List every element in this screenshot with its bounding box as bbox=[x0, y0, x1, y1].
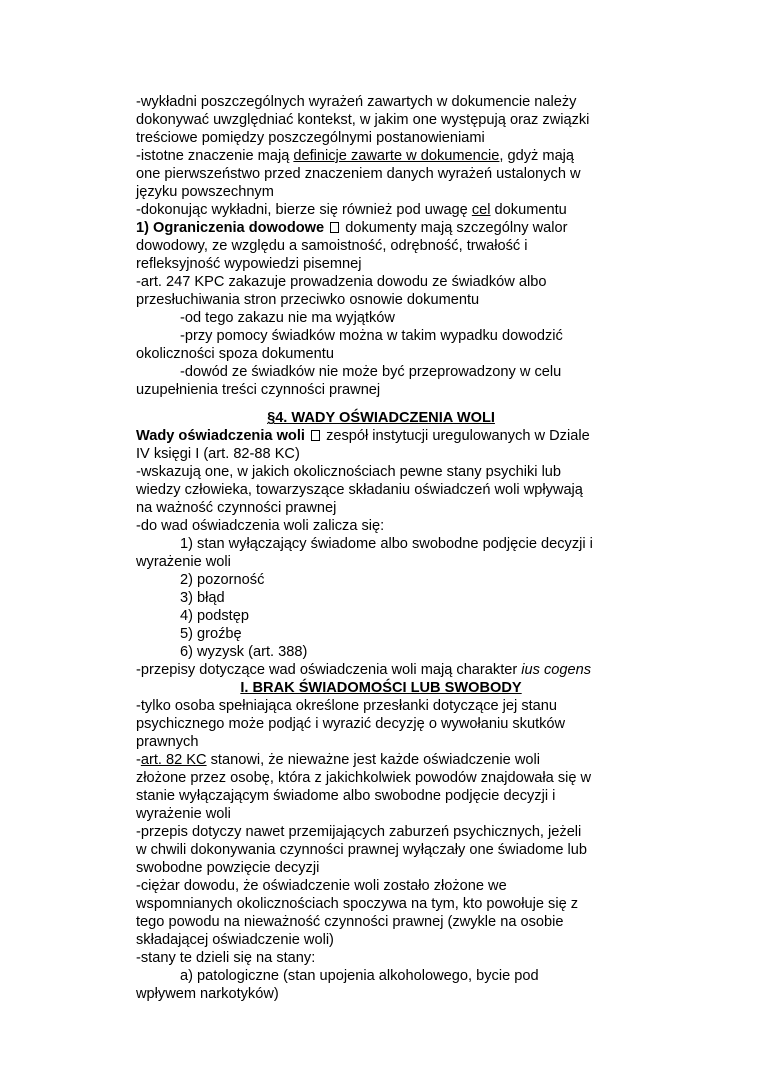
document-page bbox=[136, 93, 626, 1003]
text-line: -wskazują one, w jakich okolicznościach pewne stany psychiki lub bbox=[136, 464, 562, 480]
section-heading: I. BRAK ŚWIADOMOŚCI LUB SWOBODY bbox=[240, 680, 522, 696]
text-line: treściowe pomiędzy poszczególnymi postanowieniami bbox=[136, 130, 485, 146]
list-item: 4) podstęp bbox=[180, 608, 249, 624]
text-line: języku powszechnym bbox=[136, 184, 274, 200]
text-line: w chwili dokonywania czynności prawnej wyłączały one świadome lub bbox=[136, 842, 587, 858]
text-line: refleksyjność wypowiedzi pisemnej bbox=[136, 256, 362, 272]
text-line: -przepis dotyczy nawet przemijających zaburzeń psychicznych, jeżeli bbox=[136, 824, 582, 840]
text-line bbox=[136, 219, 626, 237]
text-line: na ważność czynności prawnej bbox=[136, 500, 337, 516]
text-run: zespół instytucji uregulowanych w Dziale bbox=[322, 428, 590, 444]
text-line: przesłuchiwania stron przeciwko osnowie dokumentu bbox=[136, 292, 480, 308]
text-line: -ciężar dowodu, że oświadczenie woli zostało złożone we bbox=[136, 878, 507, 894]
list-item: 6) wyzysk (art. 388) bbox=[180, 644, 308, 660]
text-run: , gdyż mają bbox=[499, 148, 575, 164]
text-line: -art. 247 KPC zakazuje prowadzenia dowodu ze świadków albo bbox=[136, 274, 547, 290]
text-run: dokumentu bbox=[490, 202, 567, 218]
text-line: wyrażenie woli bbox=[136, 806, 231, 822]
underlined-term: cel bbox=[471, 202, 491, 218]
text-line: -tylko osoba spełniająca określone przesłanki dotyczące jej stanu bbox=[136, 698, 558, 714]
text-run: -przepisy dotyczące wad oświadczenia woli mają charakter bbox=[136, 662, 522, 678]
text-run: dokumenty mają szczególny walor bbox=[341, 220, 568, 236]
list-item: 3) błąd bbox=[180, 590, 225, 606]
text-line: -do wad oświadczenia woli zalicza się: bbox=[136, 518, 385, 534]
text-line: prawnych bbox=[136, 734, 199, 750]
text-line: -wykładni poszczególnych wyrażeń zawartych w dokumencie należy bbox=[136, 94, 577, 110]
spacer bbox=[136, 399, 626, 409]
text-line: wyrażenie woli bbox=[136, 554, 231, 570]
underlined-term: definicje zawarte w dokumencie bbox=[293, 148, 500, 164]
text-line: uzupełnienia treści czynności prawnej bbox=[136, 382, 381, 398]
text-line: dokonywać uwzględniać kontekst, w jakim one występują oraz związki bbox=[136, 112, 590, 128]
text-line: okoliczności spoza dokumentu bbox=[136, 346, 334, 362]
text-run: - bbox=[136, 752, 141, 768]
text-run: stanowi, że nieważne jest każde oświadczenie woli bbox=[206, 752, 540, 768]
text-line bbox=[136, 751, 626, 769]
text-line bbox=[136, 147, 626, 165]
text-line: dowodowy, ze względu a samoistność, odrębność, trwałość i bbox=[136, 238, 528, 254]
list-item: 1) stan wyłączający świadome albo swobodne podjęcie decyzji i bbox=[180, 536, 593, 552]
text-line: IV księgi I (art. 82-88 KC) bbox=[136, 446, 300, 462]
bold-term: Wady oświadczenia woli bbox=[136, 428, 305, 444]
text-line: złożone przez osobę, która z jakichkolwiek powodów znajdowała się w bbox=[136, 770, 592, 786]
placeholder-glyph-icon bbox=[330, 222, 339, 233]
text-line: wspomnianych okolicznościach spoczywa na tym, kto powołuje się z bbox=[136, 896, 579, 912]
text-line: wiedzy człowieka, towarzyszące składaniu oświadczeń woli wpływają bbox=[136, 482, 583, 498]
text-line bbox=[136, 427, 626, 445]
text-line bbox=[136, 201, 626, 219]
text-line: -od tego zakazu nie ma wyjątków bbox=[180, 310, 395, 326]
text-run: -istotne znaczenie mają bbox=[136, 148, 294, 164]
text-line: wpływem narkotyków) bbox=[136, 986, 279, 1002]
underlined-term: art. 82 KC bbox=[140, 752, 207, 768]
text-line: -dowód ze świadków nie może być przeprowadzony w celu bbox=[180, 364, 562, 380]
text-line bbox=[136, 661, 626, 679]
list-item: a) patologiczne (stan upojenia alkoholowego, bycie pod bbox=[180, 968, 539, 984]
text-line: -stany te dzieli się na stany: bbox=[136, 950, 316, 966]
placeholder-glyph-icon bbox=[311, 430, 320, 441]
text-line: stanie wyłączającym świadome albo swobodne podjęcie decyzji i bbox=[136, 788, 556, 804]
list-item: 5) groźbę bbox=[180, 626, 242, 642]
bold-term: 1) Ograniczenia dowodowe bbox=[136, 220, 325, 236]
text-line: składającej oświadczenie woli) bbox=[136, 932, 334, 948]
list-item: 2) pozorność bbox=[180, 572, 265, 588]
text-line: -przy pomocy świadków można w takim wypadku dowodzić bbox=[180, 328, 563, 344]
text-run: -dokonując wykładni, bierze się również pod uwagę bbox=[136, 202, 472, 218]
text-line: psychicznego może podjąć i wyrazić decyzję o wywołaniu skutków bbox=[136, 716, 566, 732]
text-line: tego powodu na nieważność czynności prawnej (zwykle na osobie bbox=[136, 914, 564, 930]
text-line: one pierwszeństwo przed znaczeniem danych wyrażeń ustalonych w bbox=[136, 166, 581, 182]
italic-term: ius cogens bbox=[521, 662, 592, 678]
text-line: swobodne powzięcie decyzji bbox=[136, 860, 320, 876]
section-heading: §4. WADY OŚWIADCZENIA WOLI bbox=[267, 410, 495, 426]
